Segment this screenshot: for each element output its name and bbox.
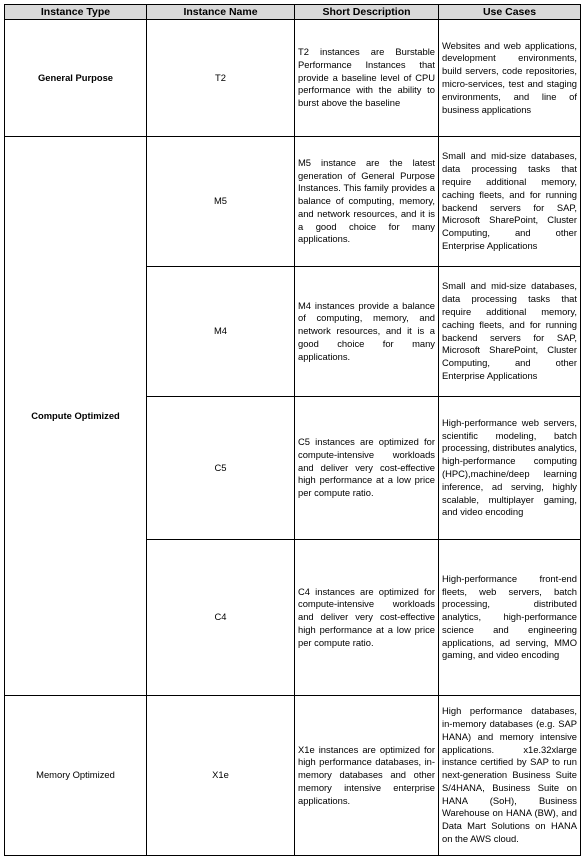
instance-name-cell: M4 (147, 267, 295, 397)
description-cell: X1e instances are optimized for high performance databases, in-memory databases and other memory intensive enterprise applications. (295, 696, 439, 856)
use-cases-cell: High performance databases, in-memory databases (e.g. SAP HANA) and memory intensive applications. x1e.32xlarge instance certified by SAP to run next-generation Business Suite S/4HANA, Business Suite on HANA (SoH), Business Warehouse on HANA (BW), and Data Mart Solutions on HANA on the AWS cloud. (439, 696, 581, 856)
description-cell: M5 instance are the latest generation of General Purpose Instances. This family provides a balance of computing, memory, and network resources, and it is a good choice for many applications. (295, 137, 439, 267)
description-cell: M4 instances provide a balance of computing, memory, and network resources, and it is a good choice for many applications. (295, 267, 439, 397)
table-row (5, 696, 581, 856)
description-cell: T2 instances are Burstable Performance Instances that provide a baseline level of CPU performance with the ability to burst above the baseline (295, 20, 439, 137)
description-cell: C4 instances are optimized for compute-intensive workloads and deliver very cost-effective high performance at a low price per compute ratio. (295, 540, 439, 696)
instance-name-cell: X1e (147, 696, 295, 856)
table-row (5, 20, 581, 137)
use-cases-cell: High-performance web servers, scientific modeling, batch processing, distributes analytics, high-performance computing (HPC),machine/deep learning inference, ad serving, highly scalable, multiplayer gaming, and video encoding (439, 397, 581, 540)
header-short-description: Short Description (295, 5, 439, 20)
instance-name-cell: C4 (147, 540, 295, 696)
use-cases-cell: Small and mid-size databases, data processing tasks that require additional memory, caching fleets, and for running backend servers for SAP, Microsoft SharePoint, Cluster Computing, and other Enterprise Applications (439, 137, 581, 267)
header-instance-type: Instance Type (5, 5, 147, 20)
instance-types-table (4, 4, 581, 856)
header-use-cases: Use Cases (439, 5, 581, 20)
instance-type-cell: Compute Optimized (5, 137, 147, 696)
instance-type-cell: Memory Optimized (5, 696, 147, 856)
instance-name-cell: M5 (147, 137, 295, 267)
header-row (5, 5, 581, 20)
use-cases-cell: Small and mid-size databases, data processing tasks that require additional memory, caching fleets, and for running backend servers for SAP, Microsoft SharePoint, Cluster Computing, and other Enterprise Applications (439, 267, 581, 397)
table-row (5, 137, 581, 267)
use-cases-cell: High-performance front-end fleets, web servers, batch processing, distributed analytics, high-performance science and engineering applications, ad serving, MMO gaming, and video encoding (439, 540, 581, 696)
description-cell: C5 instances are optimized for compute-intensive workloads and deliver very cost-effective high performance at a low price per compute ratio. (295, 397, 439, 540)
instance-name-cell: C5 (147, 397, 295, 540)
use-cases-cell: Websites and web applications, development environments, build servers, code repositories, micro-services, test and staging environments, and line of business applications (439, 20, 581, 137)
instance-type-cell: General Purpose (5, 20, 147, 137)
instance-name-cell: T2 (147, 20, 295, 137)
header-instance-name: Instance Name (147, 5, 295, 20)
